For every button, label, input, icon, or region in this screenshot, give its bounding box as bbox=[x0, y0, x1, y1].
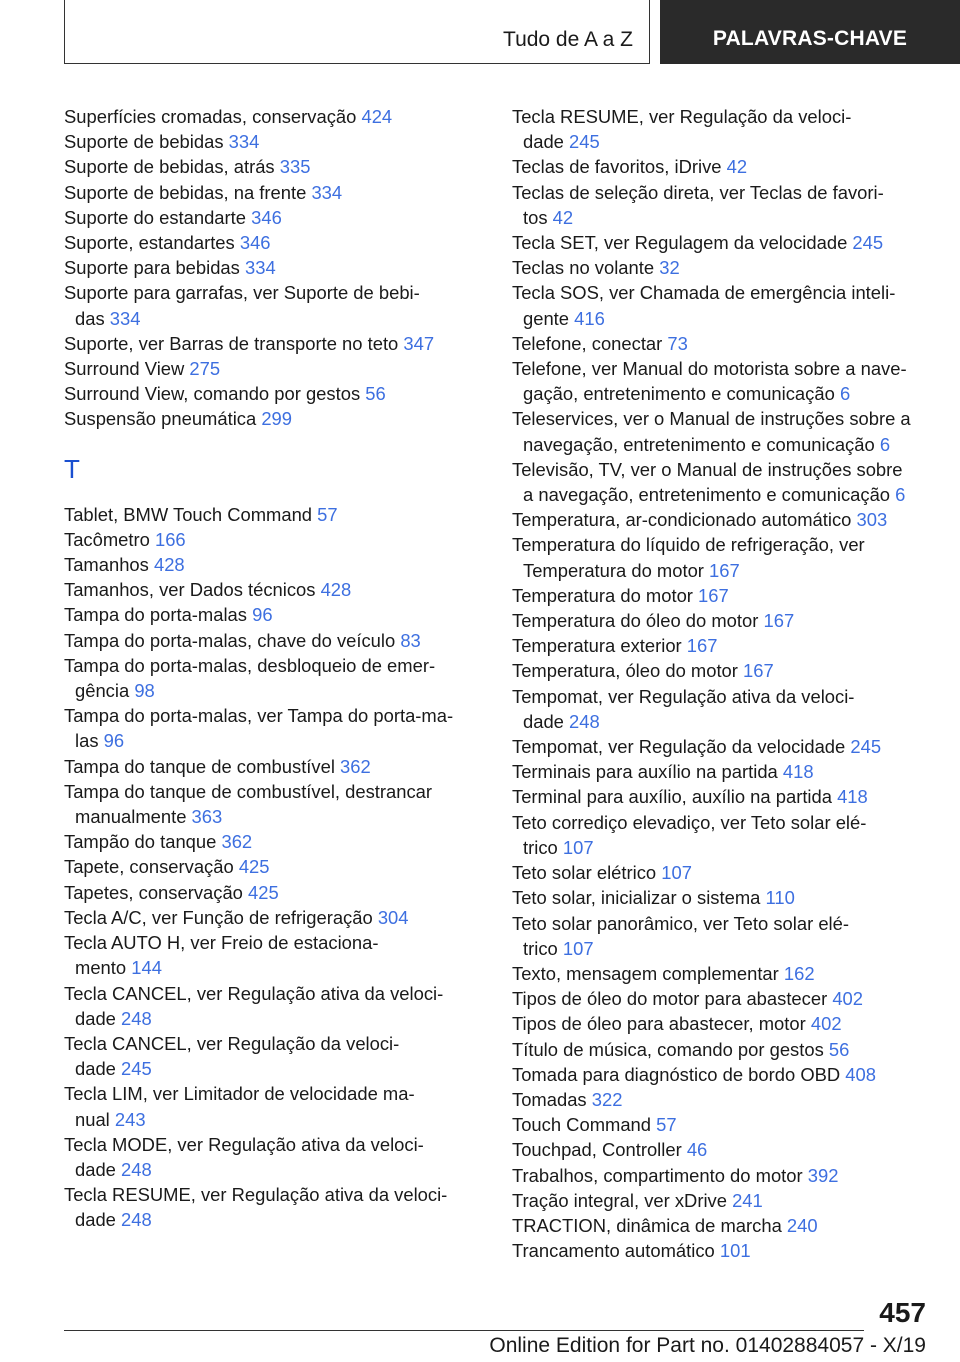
entry-term: Touchpad, Controller bbox=[512, 1139, 687, 1161]
entry-term-continued: dade bbox=[75, 1209, 122, 1231]
entry-continuation bbox=[512, 835, 942, 860]
index-entry bbox=[64, 754, 484, 779]
entry-term: Tecla A/C, ver Função de refrigeração bbox=[64, 906, 378, 928]
page-link[interactable]: 57 bbox=[317, 503, 338, 525]
section-tab: PALAVRAS-CHAVE bbox=[660, 0, 960, 64]
page-link[interactable]: 42 bbox=[552, 206, 574, 228]
index-entry bbox=[512, 104, 942, 154]
entry-term-continued: gação, entretenimento e comunicação bbox=[523, 383, 840, 405]
page-link[interactable]: 418 bbox=[837, 786, 868, 808]
page-link[interactable]: 303 bbox=[856, 509, 888, 531]
entry-term: Tempomat, ver Regulação da velocidade bbox=[512, 736, 851, 758]
page-link[interactable]: 402 bbox=[810, 1013, 842, 1035]
entry-continuation bbox=[64, 728, 484, 753]
entry-continuation bbox=[512, 381, 942, 406]
entry-term: Suporte de bebidas, atrás bbox=[64, 156, 280, 178]
entry-continuation bbox=[64, 955, 484, 980]
index-entry bbox=[512, 759, 942, 784]
index-entry bbox=[64, 779, 484, 829]
page-link[interactable]: 83 bbox=[400, 629, 421, 651]
entry-term: Telefone, ver Manual do motorista sobre a nave- bbox=[512, 358, 907, 380]
page-link[interactable]: 245 bbox=[121, 1058, 152, 1080]
entry-term-continued: dade bbox=[523, 710, 570, 732]
entry-continuation bbox=[64, 1107, 484, 1132]
page-link[interactable]: 245 bbox=[852, 232, 884, 254]
page-link[interactable]: 167 bbox=[763, 610, 795, 632]
page-link[interactable]: 110 bbox=[765, 887, 795, 909]
entry-term: Superfícies cromadas, conservação bbox=[64, 106, 362, 127]
index-entry bbox=[64, 880, 484, 905]
page-link[interactable]: 144 bbox=[131, 957, 162, 979]
entry-term: Suporte do estandarte bbox=[64, 206, 252, 228]
page-link[interactable]: 243 bbox=[114, 1108, 146, 1130]
entry-term: Teleservices, ver o Manual de instruções sobre a bbox=[512, 408, 911, 430]
entry-term: Tampão do tanque bbox=[64, 831, 222, 853]
entry-term: Tecla SOS, ver Chamada de emergência inteli- bbox=[512, 282, 896, 304]
page-link[interactable]: 73 bbox=[667, 332, 688, 354]
index-entry bbox=[512, 1188, 942, 1213]
index-entry bbox=[512, 1087, 942, 1112]
page-link[interactable]: 425 bbox=[238, 856, 270, 878]
entry-term: Tração integral, ver xDrive bbox=[512, 1189, 733, 1211]
entry-continuation bbox=[64, 306, 484, 331]
page-link[interactable]: 362 bbox=[340, 755, 371, 777]
index-entry bbox=[512, 1112, 942, 1137]
index-entry bbox=[64, 104, 484, 129]
page-link[interactable]: 428 bbox=[153, 554, 185, 576]
index-column-right bbox=[512, 104, 942, 1263]
entry-term: Suspensão pneumática bbox=[64, 408, 262, 430]
page-link[interactable]: 248 bbox=[569, 710, 600, 732]
entry-term-continued: mento bbox=[75, 957, 132, 979]
index-entry bbox=[64, 502, 484, 527]
entry-continuation bbox=[512, 482, 942, 507]
entry-term: Tecla LIM, ver Limitador de velocidade ma- bbox=[64, 1083, 415, 1105]
entry-term: Texto, mensagem complementar bbox=[512, 962, 784, 984]
entry-term-continued: dade bbox=[75, 1058, 122, 1080]
page-link[interactable]: 57 bbox=[656, 1114, 677, 1136]
index-entry bbox=[64, 981, 484, 1031]
index-entry bbox=[64, 854, 484, 879]
entry-term-continued: manualmente bbox=[75, 806, 192, 828]
page-link[interactable]: 245 bbox=[850, 736, 882, 758]
entry-term: Tecla RESUME, ver Regulação da veloci- bbox=[512, 106, 852, 127]
page-link[interactable]: 275 bbox=[189, 358, 221, 380]
entry-term: Teto solar panorâmico, ver Teto solar elé- bbox=[512, 912, 849, 934]
index-entry bbox=[64, 653, 484, 703]
entry-term: Título de música, comando por gestos bbox=[512, 1038, 829, 1060]
page-link[interactable]: 245 bbox=[569, 131, 600, 153]
page-link[interactable]: 248 bbox=[121, 1007, 152, 1029]
index-entry bbox=[64, 129, 484, 154]
entry-term: Tomadas bbox=[512, 1088, 592, 1110]
page-link[interactable]: 6 bbox=[879, 433, 891, 455]
page-link[interactable]: 56 bbox=[828, 1038, 850, 1060]
entry-term: Suporte para garrafas, ver Suporte de bebi- bbox=[64, 282, 420, 304]
entry-continuation bbox=[64, 1157, 484, 1182]
index-entry bbox=[64, 577, 484, 602]
index-entry bbox=[64, 356, 484, 381]
index-entry bbox=[512, 633, 942, 658]
page-link[interactable]: 248 bbox=[121, 1158, 152, 1180]
entry-continuation bbox=[512, 306, 942, 331]
entry-term: Tapetes, conservação bbox=[64, 881, 249, 903]
page-link[interactable]: 334 bbox=[244, 257, 276, 279]
page-link[interactable]: 346 bbox=[239, 232, 271, 254]
entry-term-continued: dade bbox=[523, 131, 570, 153]
entry-term: Trabalhos, compartimento do motor bbox=[512, 1164, 808, 1186]
header-frame bbox=[64, 0, 650, 64]
page-link[interactable]: 6 bbox=[839, 383, 851, 405]
entry-term: Suporte, estandartes bbox=[64, 232, 240, 254]
entry-continuation bbox=[64, 1056, 484, 1081]
page-link[interactable]: 418 bbox=[782, 761, 814, 783]
index-entry bbox=[64, 255, 484, 280]
index-entry bbox=[64, 230, 484, 255]
entry-continuation bbox=[512, 936, 942, 961]
entry-term-continued: Temperatura do motor bbox=[523, 559, 710, 581]
entry-term: Teto corrediço elevadiço, ver Teto solar elé- bbox=[512, 811, 867, 833]
index-entry bbox=[512, 356, 942, 406]
entry-term: Terminais para auxílio na partida bbox=[512, 761, 783, 783]
entry-term: Tampa do porta-malas bbox=[64, 604, 253, 626]
entry-term-continued: dade bbox=[75, 1007, 122, 1029]
index-entry bbox=[64, 154, 484, 179]
index-entry bbox=[64, 905, 484, 930]
entry-term: Tecla AUTO H, ver Freio de estaciona- bbox=[64, 932, 379, 954]
entry-term: Tecla RESUME, ver Regulação ativa da veloci- bbox=[64, 1184, 448, 1206]
letter-heading: T bbox=[64, 453, 80, 484]
page-link[interactable]: 32 bbox=[659, 257, 680, 279]
breadcrumb: Tudo de A a Z bbox=[503, 28, 633, 51]
entry-term-continued: trico bbox=[523, 836, 563, 858]
entry-continuation bbox=[64, 804, 484, 829]
page-link[interactable]: 6 bbox=[895, 484, 906, 506]
entry-term: Tipos de óleo do motor para abastecer bbox=[512, 988, 833, 1010]
index-entry bbox=[512, 255, 942, 280]
entry-term: Temperatura, óleo do motor bbox=[512, 660, 744, 682]
entry-term: Surround View bbox=[64, 358, 190, 380]
entry-term: Teto solar, inicializar o sistema bbox=[512, 887, 766, 909]
page-link[interactable]: 162 bbox=[783, 962, 815, 984]
index-entry bbox=[512, 406, 942, 456]
index-entry bbox=[512, 885, 942, 910]
entry-term: Teclas de favoritos, iDrive bbox=[512, 156, 727, 178]
page-link[interactable]: 334 bbox=[109, 307, 141, 329]
index-entry bbox=[512, 684, 942, 734]
entry-continuation bbox=[512, 205, 942, 230]
page-link[interactable]: 46 bbox=[686, 1139, 708, 1161]
footer-divider bbox=[64, 1330, 864, 1331]
page-link[interactable]: 42 bbox=[726, 156, 748, 178]
entry-term: Tampa do tanque de combustível bbox=[64, 755, 341, 777]
entry-continuation bbox=[512, 709, 942, 734]
entry-term-continued: a navegação, entretenimento e comunicação bbox=[523, 484, 896, 506]
index-entry bbox=[512, 457, 942, 507]
entry-term: Suporte de bebidas, na frente bbox=[64, 181, 312, 203]
entries-t-continued bbox=[512, 104, 942, 1263]
entry-term: Temperatura do óleo do motor bbox=[512, 610, 764, 632]
index-column-left bbox=[64, 104, 484, 1233]
entry-term: Tampa do porta-malas, ver Tampa do porta-ma- bbox=[64, 705, 454, 727]
page-link[interactable]: 167 bbox=[698, 584, 729, 606]
entry-continuation bbox=[64, 678, 484, 703]
index-entry bbox=[64, 930, 484, 980]
entry-term: Tampa do porta-malas, desbloqueio de emer- bbox=[64, 654, 436, 676]
index-entry bbox=[512, 583, 942, 608]
index-entry bbox=[64, 1081, 484, 1131]
page-link[interactable]: 299 bbox=[261, 408, 293, 430]
entry-continuation bbox=[512, 432, 942, 457]
entry-term: Surround View, comando por gestos bbox=[64, 383, 366, 405]
entry-term: Teto solar elétrico bbox=[512, 862, 662, 884]
entry-term: Telefone, conectar bbox=[512, 332, 668, 354]
index-entry bbox=[512, 961, 942, 986]
index-entry bbox=[64, 628, 484, 653]
index-entry bbox=[64, 552, 484, 577]
page-link[interactable]: 56 bbox=[365, 383, 386, 405]
entry-term: Tablet, BMW Touch Command bbox=[64, 503, 318, 525]
entry-term: Temperatura do líquido de refrigeração, ver bbox=[512, 534, 865, 556]
page-link[interactable]: 107 bbox=[562, 937, 594, 959]
index-entry bbox=[64, 331, 484, 356]
page-link[interactable]: 107 bbox=[562, 836, 594, 858]
entries-s bbox=[64, 104, 484, 432]
entry-term-continued: das bbox=[75, 307, 110, 329]
entry-term: Temperatura, ar-condicionado automático bbox=[512, 509, 857, 531]
page-link[interactable]: 322 bbox=[591, 1088, 623, 1110]
page-link[interactable]: 335 bbox=[279, 156, 311, 178]
page-link[interactable]: 167 bbox=[686, 635, 718, 657]
index-entry bbox=[512, 280, 942, 330]
index-entry bbox=[512, 507, 942, 532]
page-link[interactable]: 392 bbox=[807, 1164, 839, 1186]
entry-term-continued: gência bbox=[75, 680, 135, 702]
page-link[interactable]: 96 bbox=[103, 730, 125, 752]
entry-term: Trancamento automático bbox=[512, 1240, 720, 1262]
index-entry bbox=[64, 205, 484, 230]
index-entry bbox=[512, 331, 942, 356]
entry-term: Terminal para auxílio, auxílio na partida bbox=[512, 786, 838, 808]
entry-term: Tampa do porta-malas, chave do veículo bbox=[64, 629, 401, 651]
index-entry bbox=[512, 154, 942, 179]
index-entry bbox=[64, 180, 484, 205]
entry-continuation bbox=[512, 129, 942, 154]
index-entry bbox=[512, 1213, 942, 1238]
page-link[interactable]: 424 bbox=[361, 106, 393, 127]
index-entry bbox=[64, 381, 484, 406]
page-number: 457 bbox=[879, 1297, 926, 1328]
entry-continuation bbox=[64, 1006, 484, 1031]
index-entry bbox=[512, 180, 942, 230]
page-link[interactable]: 425 bbox=[248, 881, 279, 903]
entry-term: Tamanhos bbox=[64, 554, 154, 576]
page-link[interactable]: 416 bbox=[574, 307, 605, 329]
entry-term: Suporte, ver Barras de transporte no teto bbox=[64, 332, 404, 354]
entry-term: Televisão, TV, ver o Manual de instruções sobre bbox=[512, 458, 903, 480]
entry-term: Tecla SET, ver Regulagem da velocidade bbox=[512, 232, 853, 254]
entry-term-continued: trico bbox=[523, 937, 563, 959]
entry-continuation bbox=[512, 558, 942, 583]
index-entry bbox=[512, 608, 942, 633]
page-link[interactable]: 334 bbox=[228, 131, 260, 153]
index-entry bbox=[512, 230, 942, 255]
entry-term: TRACTION, dinâmica de marcha bbox=[512, 1214, 787, 1236]
entry-term: Teclas de seleção direta, ver Teclas de favori- bbox=[512, 181, 884, 203]
page-link[interactable]: 362 bbox=[221, 831, 253, 853]
page-link[interactable]: 334 bbox=[311, 181, 343, 203]
index-entry bbox=[512, 532, 942, 582]
index-entry bbox=[512, 1037, 942, 1062]
page-link[interactable]: 167 bbox=[743, 660, 774, 682]
entry-term: Tomada para diagnóstico de bordo OBD bbox=[512, 1063, 846, 1085]
page-link[interactable]: 408 bbox=[845, 1063, 876, 1085]
page-link[interactable]: 347 bbox=[403, 332, 435, 354]
index-entry bbox=[512, 986, 942, 1011]
entry-term: Tampa do tanque de combustível, destrancar bbox=[64, 780, 433, 802]
entry-continuation bbox=[64, 1207, 484, 1232]
index-entry bbox=[64, 602, 484, 627]
entry-term-continued: nual bbox=[75, 1108, 115, 1130]
entry-term: Suporte para bebidas bbox=[64, 257, 245, 279]
index-entry bbox=[64, 703, 484, 753]
index-entry bbox=[512, 911, 942, 961]
page-link[interactable]: 96 bbox=[252, 604, 273, 626]
footer-edition-text: Online Edition for Part no. 01402884057 - X/19 bbox=[489, 1334, 926, 1357]
entry-term-continued: gente bbox=[523, 307, 575, 329]
index-entry bbox=[64, 1132, 484, 1182]
index-entry bbox=[64, 406, 484, 431]
index-entry bbox=[512, 810, 942, 860]
page-link[interactable]: 346 bbox=[251, 206, 282, 228]
page-link[interactable]: 304 bbox=[377, 906, 409, 928]
index-entry bbox=[512, 734, 942, 759]
index-entry bbox=[512, 658, 942, 683]
entry-term: Tecla CANCEL, ver Regulação ativa da veloci- bbox=[64, 982, 444, 1004]
index-entry bbox=[512, 1163, 942, 1188]
entry-term: Temperatura do motor bbox=[512, 584, 699, 606]
entry-term: Tecla MODE, ver Regulação ativa da veloci- bbox=[64, 1133, 424, 1155]
entry-term: Touch Command bbox=[512, 1114, 657, 1136]
entry-term: Tamanhos, ver Dados técnicos bbox=[64, 579, 321, 601]
index-entry bbox=[64, 1031, 484, 1081]
entry-term: Tapete, conservação bbox=[64, 856, 239, 878]
index-entry bbox=[512, 860, 942, 885]
page-link[interactable]: 107 bbox=[661, 862, 692, 884]
page-link[interactable]: 101 bbox=[719, 1240, 751, 1262]
page-link[interactable]: 98 bbox=[134, 680, 155, 702]
entry-term-continued: tos bbox=[523, 206, 553, 228]
index-entry bbox=[512, 1062, 942, 1087]
page-link[interactable]: 248 bbox=[121, 1209, 152, 1231]
page-link[interactable]: 428 bbox=[320, 579, 352, 601]
footer-edition bbox=[489, 1334, 926, 1358]
entry-term-continued: las bbox=[75, 730, 104, 752]
entry-term: Tipos de óleo para abastecer, motor bbox=[512, 1013, 811, 1035]
index-entry bbox=[64, 1182, 484, 1232]
index-entry bbox=[64, 280, 484, 330]
entry-term: Tacômetro bbox=[64, 528, 155, 550]
entry-term: Suporte de bebidas bbox=[64, 131, 229, 153]
index-entry bbox=[512, 784, 942, 809]
page-link[interactable]: 363 bbox=[191, 806, 223, 828]
index-entry bbox=[512, 1238, 942, 1263]
page-link[interactable]: 166 bbox=[154, 528, 186, 550]
entry-term: Tecla CANCEL, ver Regulação da veloci- bbox=[64, 1032, 400, 1054]
entry-term: Tempomat, ver Regulação ativa da veloci- bbox=[512, 685, 855, 707]
page-link[interactable]: 241 bbox=[732, 1189, 763, 1211]
entry-term-continued: dade bbox=[75, 1158, 122, 1180]
index-entry bbox=[64, 829, 484, 854]
index-entry bbox=[64, 527, 484, 552]
page-link[interactable]: 240 bbox=[786, 1214, 818, 1236]
entry-term: Teclas no volante bbox=[512, 257, 660, 279]
page-link[interactable]: 167 bbox=[709, 559, 740, 581]
entries-t bbox=[64, 502, 484, 1233]
entry-term-continued: navegação, entretenimento e comunicação bbox=[523, 433, 880, 455]
entry-term: Temperatura exterior bbox=[512, 635, 687, 657]
index-entry bbox=[512, 1011, 942, 1036]
index-entry bbox=[512, 1137, 942, 1162]
page-link[interactable]: 402 bbox=[832, 988, 864, 1010]
